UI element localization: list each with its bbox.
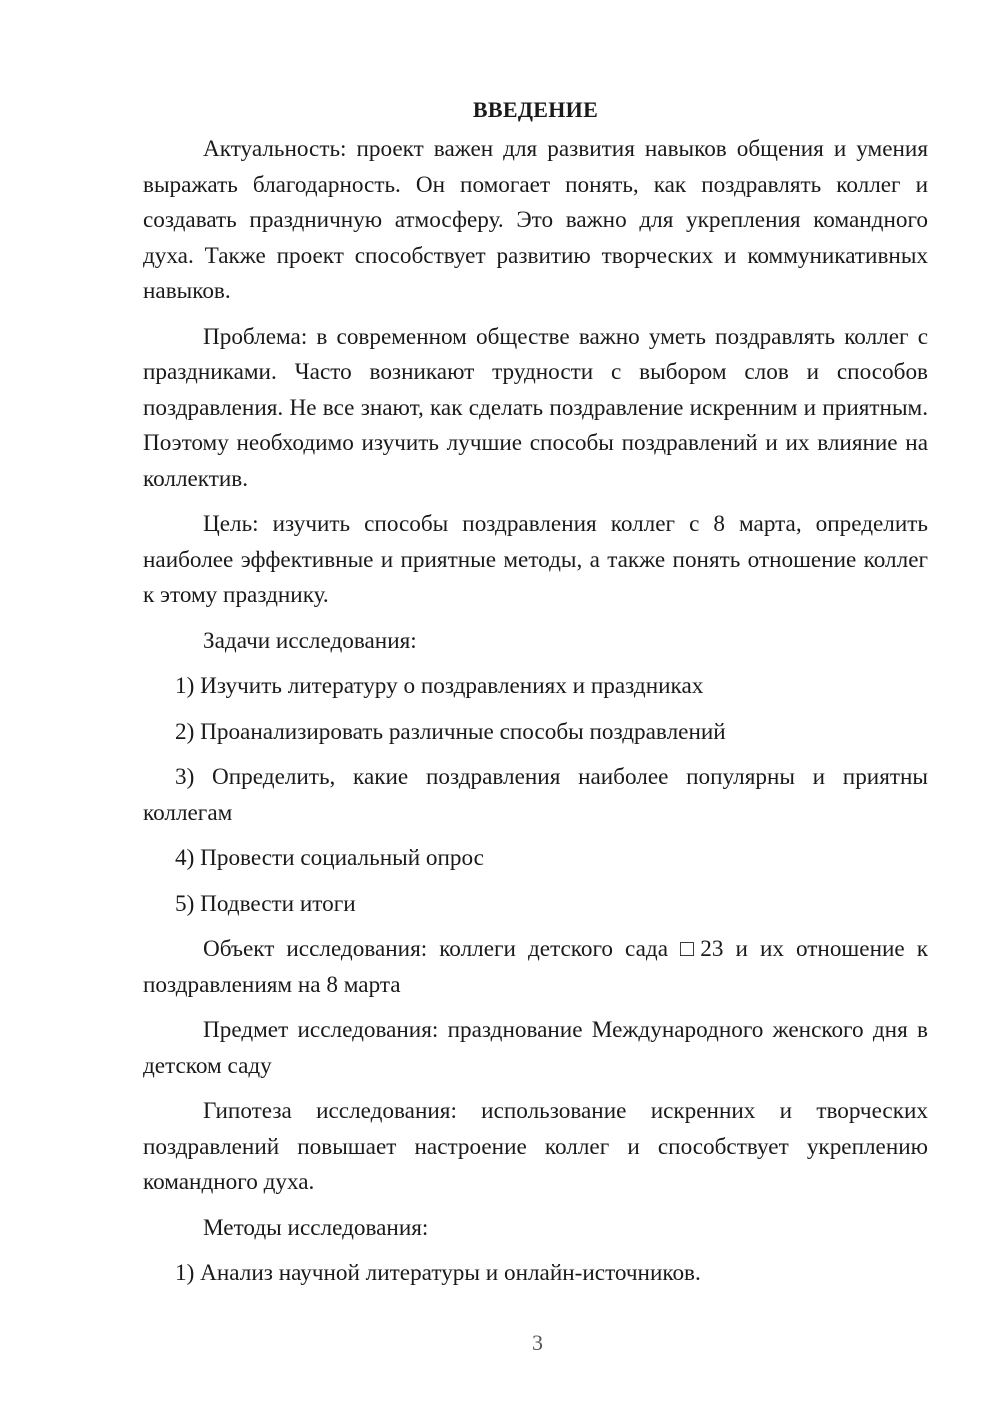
method-item: 1) Анализ научной литературы и онлайн-источников. (175, 1260, 701, 1286)
subject-paragraph: Предмет исследования: празднование Международного женского дня в детском саду (143, 1017, 928, 1079)
goal-paragraph: Цель: изучить способы поздравления коллег с 8 марта, определить наиболее эффективные и приятные методы, а также понять отношение коллег к этому празднику. (143, 511, 928, 608)
page-content (143, 92, 928, 1292)
methods-heading: Методы исследования: (203, 1214, 429, 1241)
task-item: 3) Определить, какие поздравления наиболее популярны и приятны коллегам (143, 764, 928, 826)
object-paragraph: Объект исследования: коллеги детского сада □23 и их отношение к поздравлениям на 8 марта (143, 936, 928, 998)
relevance-paragraph: Актуальность: проект важен для развития навыков общения и умения выражать благодарность. Он помогает понять, как поздравлять коллег и создавать праздничную атмосферу. Это важно для укрепления командного духа. Также проект способствует развитию творческих и коммуникативных навыков. (143, 136, 928, 304)
page-number: 3 (532, 1330, 543, 1355)
task-item: 2) Проанализировать различные способы поздравлений (175, 718, 726, 745)
page-title: ВВЕДЕНИЕ (472, 97, 599, 122)
hypothesis-paragraph: Гипотеза исследования: использование искренних и творческих поздравлений повышает настроение коллег и способствует укреплению командного духа. (143, 1098, 928, 1195)
problem-paragraph: Проблема: в современном обществе важно уметь поздравлять коллег с праздниками. Часто возникают трудности с выбором слов и способов поздравления. Не все знают, как сделать поздравление искренним и приятным. Поэтому необходимо изучить лучшие способы поздравлений и их влияние на коллектив. (143, 323, 928, 492)
task-item: 4) Провести социальный опрос (175, 845, 484, 871)
task-item: 5) Подвести итоги (175, 890, 356, 917)
task-item: 1) Изучить литературу о поздравлениях и праздниках (175, 673, 704, 699)
tasks-heading: Задачи исследования: (203, 627, 417, 654)
